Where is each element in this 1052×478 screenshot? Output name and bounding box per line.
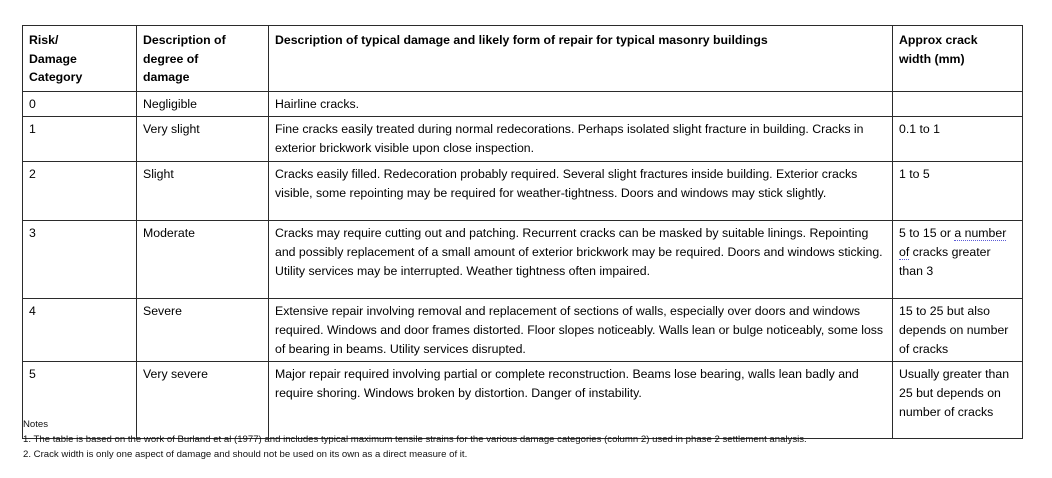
table-row xyxy=(23,91,1023,117)
header-line: Description of xyxy=(143,33,226,47)
header-line: damage xyxy=(143,70,190,85)
cell-description: Hairline cracks. xyxy=(269,91,893,117)
cell-crack-width: 15 to 25 but also depends on number of cracks xyxy=(893,299,1023,362)
header-line: Damage xyxy=(29,51,77,66)
cell-description: Extensive repair involving removal and replacement of sections of walls, especially over doors and windows required. Windows and door frames distorted. Floor slopes noticeably. Walls lean or bulge noticeably, some loss of bearing in beams. Utility services disrupted. xyxy=(269,299,893,362)
column-header-typical-damage-description: Description of typical damage and likely form of repair for typical masonry buildings xyxy=(269,26,893,92)
note-item: 2. Crack width is only one aspect of damage and should not be used on its own as a direct measure of it. xyxy=(23,448,468,460)
crack-width-prefix: 5 to 15 or xyxy=(899,226,955,241)
cell-category: 5 xyxy=(23,362,137,439)
cell-category: 1 xyxy=(23,117,137,162)
cell-degree: Slight xyxy=(137,162,269,221)
cell-degree: Moderate xyxy=(137,221,269,299)
cell-degree: Severe xyxy=(137,299,269,362)
damage-category-table xyxy=(22,25,1023,439)
cell-category: 4 xyxy=(23,299,137,362)
column-header-risk-damage-category xyxy=(23,26,137,92)
cell-degree: Negligible xyxy=(137,91,269,117)
cell-degree: Very slight xyxy=(137,117,269,162)
column-header-approx-crack-width xyxy=(893,26,1023,92)
header-line: width (mm) xyxy=(899,51,965,66)
cell-category: 3 xyxy=(23,221,137,299)
damage-category-table-container xyxy=(22,25,1022,439)
table-body xyxy=(23,91,1023,439)
header-line: Category xyxy=(29,70,83,85)
cell-description: Major repair required involving partial or complete reconstruction. Beams lose bearing, walls lean badly and require shoring. Windows broken by distortion. Danger of instability. xyxy=(269,362,893,439)
notes-title: Notes xyxy=(23,419,49,430)
header-line: Risk/ xyxy=(29,33,59,47)
table-header xyxy=(23,26,1023,92)
table-header-row xyxy=(23,26,1023,92)
cell-degree: Very severe xyxy=(137,362,269,439)
header-line: Approx crack xyxy=(899,33,978,47)
cell-crack-width: Usually greater than 25 but depends on number of cracks xyxy=(893,362,1023,439)
table-row xyxy=(23,117,1023,162)
header-line: degree of xyxy=(143,51,199,66)
cell-description: Cracks easily filled. Redecoration probably required. Several slight fractures inside building. Exterior cracks visible, some repointing may be required for weather-tightness. Doors and windows may stick slightly. xyxy=(269,162,893,221)
cell-crack-width xyxy=(893,221,1023,299)
cell-crack-width xyxy=(893,91,1023,117)
table-row xyxy=(23,162,1023,221)
cell-category: 0 xyxy=(23,91,137,117)
cell-category: 2 xyxy=(23,162,137,221)
notes-section xyxy=(23,418,1023,462)
cell-crack-width: 1 to 5 xyxy=(893,162,1023,221)
table-row xyxy=(23,221,1023,299)
crack-width-suffix: cracks greater than 3 xyxy=(899,244,991,278)
cell-description: Fine cracks easily treated during normal redecorations. Perhaps isolated slight fracture in building. Cracks in exterior brickwork visible upon close inspection. xyxy=(269,117,893,162)
cell-crack-width: 0.1 to 1 xyxy=(893,117,1023,162)
cell-description: Cracks may require cutting out and patching. Recurrent cracks can be masked by suitable linings. Repointing and possibly replacement of a small amount of exterior brickwork may be required. Doors and windows sticking. Utility services may be interrupted. Weather tightness often impaired. xyxy=(269,221,893,299)
column-header-degree-of-damage xyxy=(137,26,269,92)
grammar-suggestion-underline[interactable]: a number of xyxy=(899,226,1007,259)
table-row xyxy=(23,299,1023,362)
note-item: 1. The table is based on the work of Burland et al (1977) and includes typical maximum tensile strains for the various damage categories (column 2) used in phase 2 settlement analysis. xyxy=(23,434,807,445)
